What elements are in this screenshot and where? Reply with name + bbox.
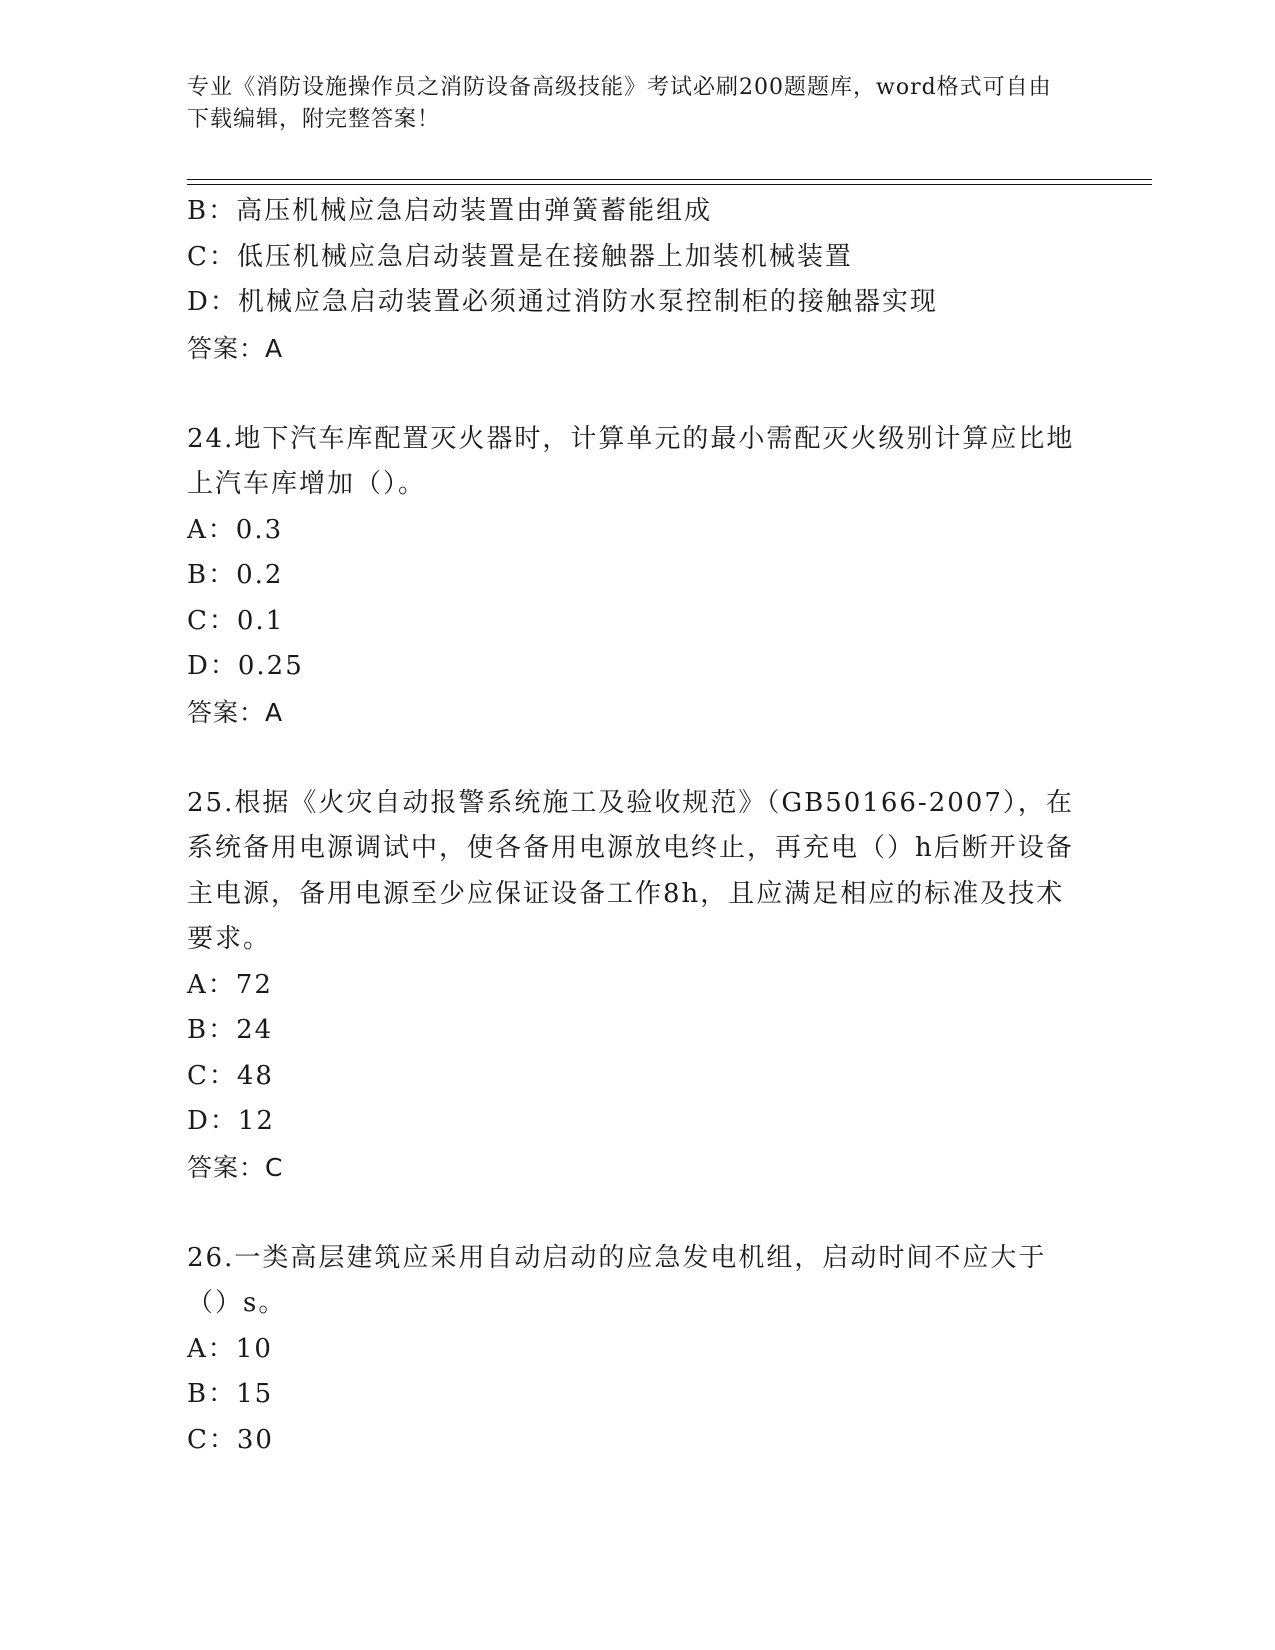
option-b: B：15	[187, 1379, 274, 1409]
option-d: D：0.25	[187, 651, 304, 681]
question-25	[187, 781, 1087, 1191]
question-spacer	[187, 1190, 1087, 1236]
question-stem: 25.根据《火灾自动报警系统施工及验收规范》（GB50166-2007），在系统备用电源调试中，使各备用电源放电终止，再充电（）h后断开设备主电源，备用电源至少应保证设备工作8h，且应满足相应的标准及技术要求。	[187, 787, 1074, 954]
question-26	[187, 1236, 1087, 1464]
option-a: A：72	[187, 969, 273, 1000]
option-c: C：低压机械应急启动装置是在接触器上加装机械装置	[187, 241, 853, 272]
question-24	[187, 417, 1087, 736]
header-rule-bottom	[187, 184, 1152, 185]
question-list	[187, 189, 1087, 1463]
answer: 答案：A	[187, 697, 284, 727]
question-stem: 24.地下汽车库配置灭火器时，计算单元的最小需配灭火级别计算应比地上汽车库增加（）。	[187, 423, 1075, 499]
question-spacer	[187, 371, 1087, 417]
question-spacer	[187, 735, 1087, 781]
question-23-tail	[187, 189, 1087, 371]
option-b: B：0.2	[187, 560, 284, 590]
option-a: A：0.3	[187, 514, 284, 545]
answer: 答案：C	[187, 1152, 284, 1182]
option-c: C：30	[187, 1424, 274, 1455]
option-a: A：10	[187, 1333, 273, 1364]
option-d: D：机械应急启动装置必须通过消防水泵控制柜的接触器实现	[187, 287, 938, 317]
option-c: C：48	[187, 1060, 274, 1091]
page-header: 专业《消防设施操作员之消防设备高级技能》考试必刷200题题库，word格式可自由下载编辑，附完整答案！	[187, 75, 1052, 132]
option-c: C：0.1	[187, 605, 285, 636]
option-d: D：12	[187, 1106, 275, 1136]
answer: 答案：A	[187, 333, 284, 363]
option-b: B：高压机械应急启动装置由弹簧蓄能组成	[187, 196, 713, 226]
option-b: B：24	[187, 1015, 274, 1045]
header-rule-top	[187, 179, 1152, 180]
question-stem: 26.一类高层建筑应采用自动启动的应急发电机组，启动时间不应大于（）s。	[187, 1242, 1047, 1318]
